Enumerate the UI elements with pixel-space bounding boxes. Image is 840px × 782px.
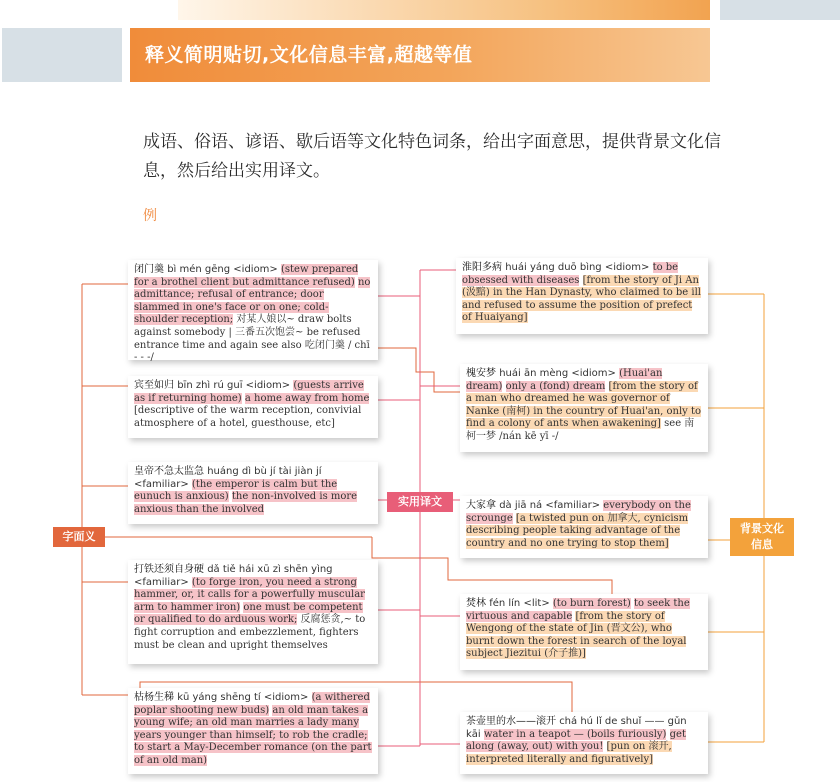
literal-meaning: (the emperor is calm but the eunuch is anxious)	[134, 478, 338, 503]
usage-examples: 对某人娘以~ draw bolts against somebody | 三番五次饱尝~ be refused entrance time and again	[134, 314, 361, 351]
entry-kuyang	[128, 688, 378, 774]
practical-translation-label: 实用译文	[387, 492, 453, 512]
headword: 打铁还须自身硬	[134, 564, 204, 575]
pinyin: huái yáng duō bìng	[505, 262, 602, 273]
headword: 焚林	[466, 598, 486, 609]
pinyin: chá hú lǐ de shuǐ —— gǔn kāi	[466, 716, 687, 740]
practical-translation: everybody on the scrounge	[466, 500, 691, 524]
intro-paragraph: 成语、俗语、谚语、歇后语等文化特色词条，给出字面意思，提供背景文化信息，然后给出实用译文。	[143, 132, 721, 181]
usage-examples: 反腐惩贪,~ to fight corruption and embezzlement, fighters must be clean and upright themselves	[134, 614, 366, 651]
practical-translation: an old man takes a young wife; an old man marries a lady many years younger than himself; to rob the cradle; to start a May-December romance (on the part of an old man)	[134, 704, 372, 766]
practical-translation: no admittance; refusal of entrance; door slammed in one's face or on one; cold-shoulder reception;	[134, 276, 371, 326]
pinyin: bīn zhì rú guī	[177, 380, 243, 391]
practical-translation: to seek the virtuous and capable	[466, 598, 690, 622]
usage-note: [descriptive of the warm reception, convivial atmosphere of a hotel, guesthouse, etc]	[134, 405, 362, 429]
headword: 淮阳多病	[462, 262, 502, 273]
headword: 茶壶里的水——滚开	[466, 716, 556, 727]
cultural-background: [from the story of Ji An (汲黯) in the Han Dynasty, who claimed to be ill and refused to assume the position of prefect of Huaiyang]	[462, 274, 702, 324]
pinyin: huáng dì bù jí tài jiàn jí	[207, 466, 322, 477]
register-tag: <familiar>	[134, 478, 189, 490]
entry-huangdi	[128, 462, 378, 524]
entry-bimengeng	[128, 260, 378, 364]
cultural-label-line2: 信息	[751, 538, 773, 551]
cultural-background: [a twisted pun on 加拿大, cynicism describing people taking advantage of the country and no one trying to stop them]	[466, 512, 689, 549]
literal-meaning: (a withered poplar shooting new buds)	[134, 692, 370, 716]
practical-translation: only a (fond) dream	[505, 380, 606, 392]
headword: 槐安梦	[466, 368, 496, 379]
literal-meaning: (to forge iron, you need a strong hammer, or, it calls for a powerfully muscular arm to hammer iron)	[134, 576, 365, 613]
cultural-background: [from the story of a man who dreamed he was governor of Nanke (南柯) in the country of Huai'an, only to find a colony of ants when awakening]	[466, 380, 702, 430]
entry-dajiana	[460, 496, 708, 558]
register-tag: <idiom>	[263, 692, 309, 703]
pinyin: dà jiā ná	[499, 500, 543, 511]
literal-meaning: (Huai'an dream)	[466, 368, 663, 392]
entry-chahu	[460, 712, 708, 774]
headword: 宾至如归	[134, 380, 174, 391]
pinyin: fén lín	[489, 598, 521, 609]
headword: 枯杨生稊	[134, 692, 174, 703]
literal-meaning-label: 字面义	[53, 527, 105, 547]
register-tag: <idiom>	[604, 262, 650, 273]
register-tag: <idiom>	[571, 368, 616, 379]
pinyin: dǎ tiě hái xū zì shēn yìng	[207, 564, 333, 575]
practical-translation: to be obsessed with diseases	[462, 262, 679, 286]
literal-meaning: water in a teapot — (boils furiously)	[483, 728, 667, 740]
practical-translation: a home away from home	[244, 392, 370, 404]
headword: 皇帝不急太监急	[134, 466, 204, 477]
entry-datie	[128, 560, 378, 664]
pinyin: huái ān mèng	[499, 368, 569, 379]
entry-binzhiruge	[128, 376, 378, 438]
page-title: 释义简明贴切,文化信息丰富,超越等值	[145, 44, 473, 66]
example-label: 例	[143, 208, 157, 224]
literal-meaning: (guests arrive as if returning home)	[134, 380, 364, 404]
headword: 大家拿	[466, 500, 496, 511]
cultural-label-line1: 背景文化	[740, 522, 784, 535]
register-tag: <familiar>	[134, 576, 189, 588]
register-tag: <familiar>	[545, 500, 601, 511]
headword: 闭门羹	[134, 264, 164, 275]
register-tag: <idiom>	[233, 264, 278, 275]
cultural-background-label	[730, 518, 794, 556]
pinyin: bì mén gēng	[167, 264, 231, 275]
practical-translation: the non-involved is more anxious than the involved	[134, 491, 358, 515]
register-tag: <idiom>	[245, 380, 291, 391]
literal-meaning: (stew prepared for a brothel client but admittance refused)	[134, 264, 359, 288]
entry-huaiyang	[456, 258, 708, 334]
see-also: see 南柯一梦 /nán kē yī -/	[466, 418, 695, 442]
see-also: see also 吃闭门羹 / chī - - -/	[134, 339, 370, 364]
practical-translation: one must be competent or qualified to do arduous work;	[134, 601, 363, 626]
entry-huaianmeng	[460, 364, 708, 452]
literal-meaning: (to burn forest)	[552, 598, 631, 609]
cultural-background: [pun on 滚开, interpreted literally and figuratively]	[466, 741, 672, 765]
cultural-background: [from the story of Wengong of the state of Jin (晋文公), who burnt down the forest in search of the loyal subject Jiezitui (介子推)]	[466, 610, 687, 660]
pinyin: kū yáng shēng tí	[177, 692, 261, 703]
practical-translation: get along (away, out) with you!	[466, 728, 686, 753]
entry-fenlin	[460, 594, 708, 670]
register-tag: <lit>	[523, 598, 550, 609]
